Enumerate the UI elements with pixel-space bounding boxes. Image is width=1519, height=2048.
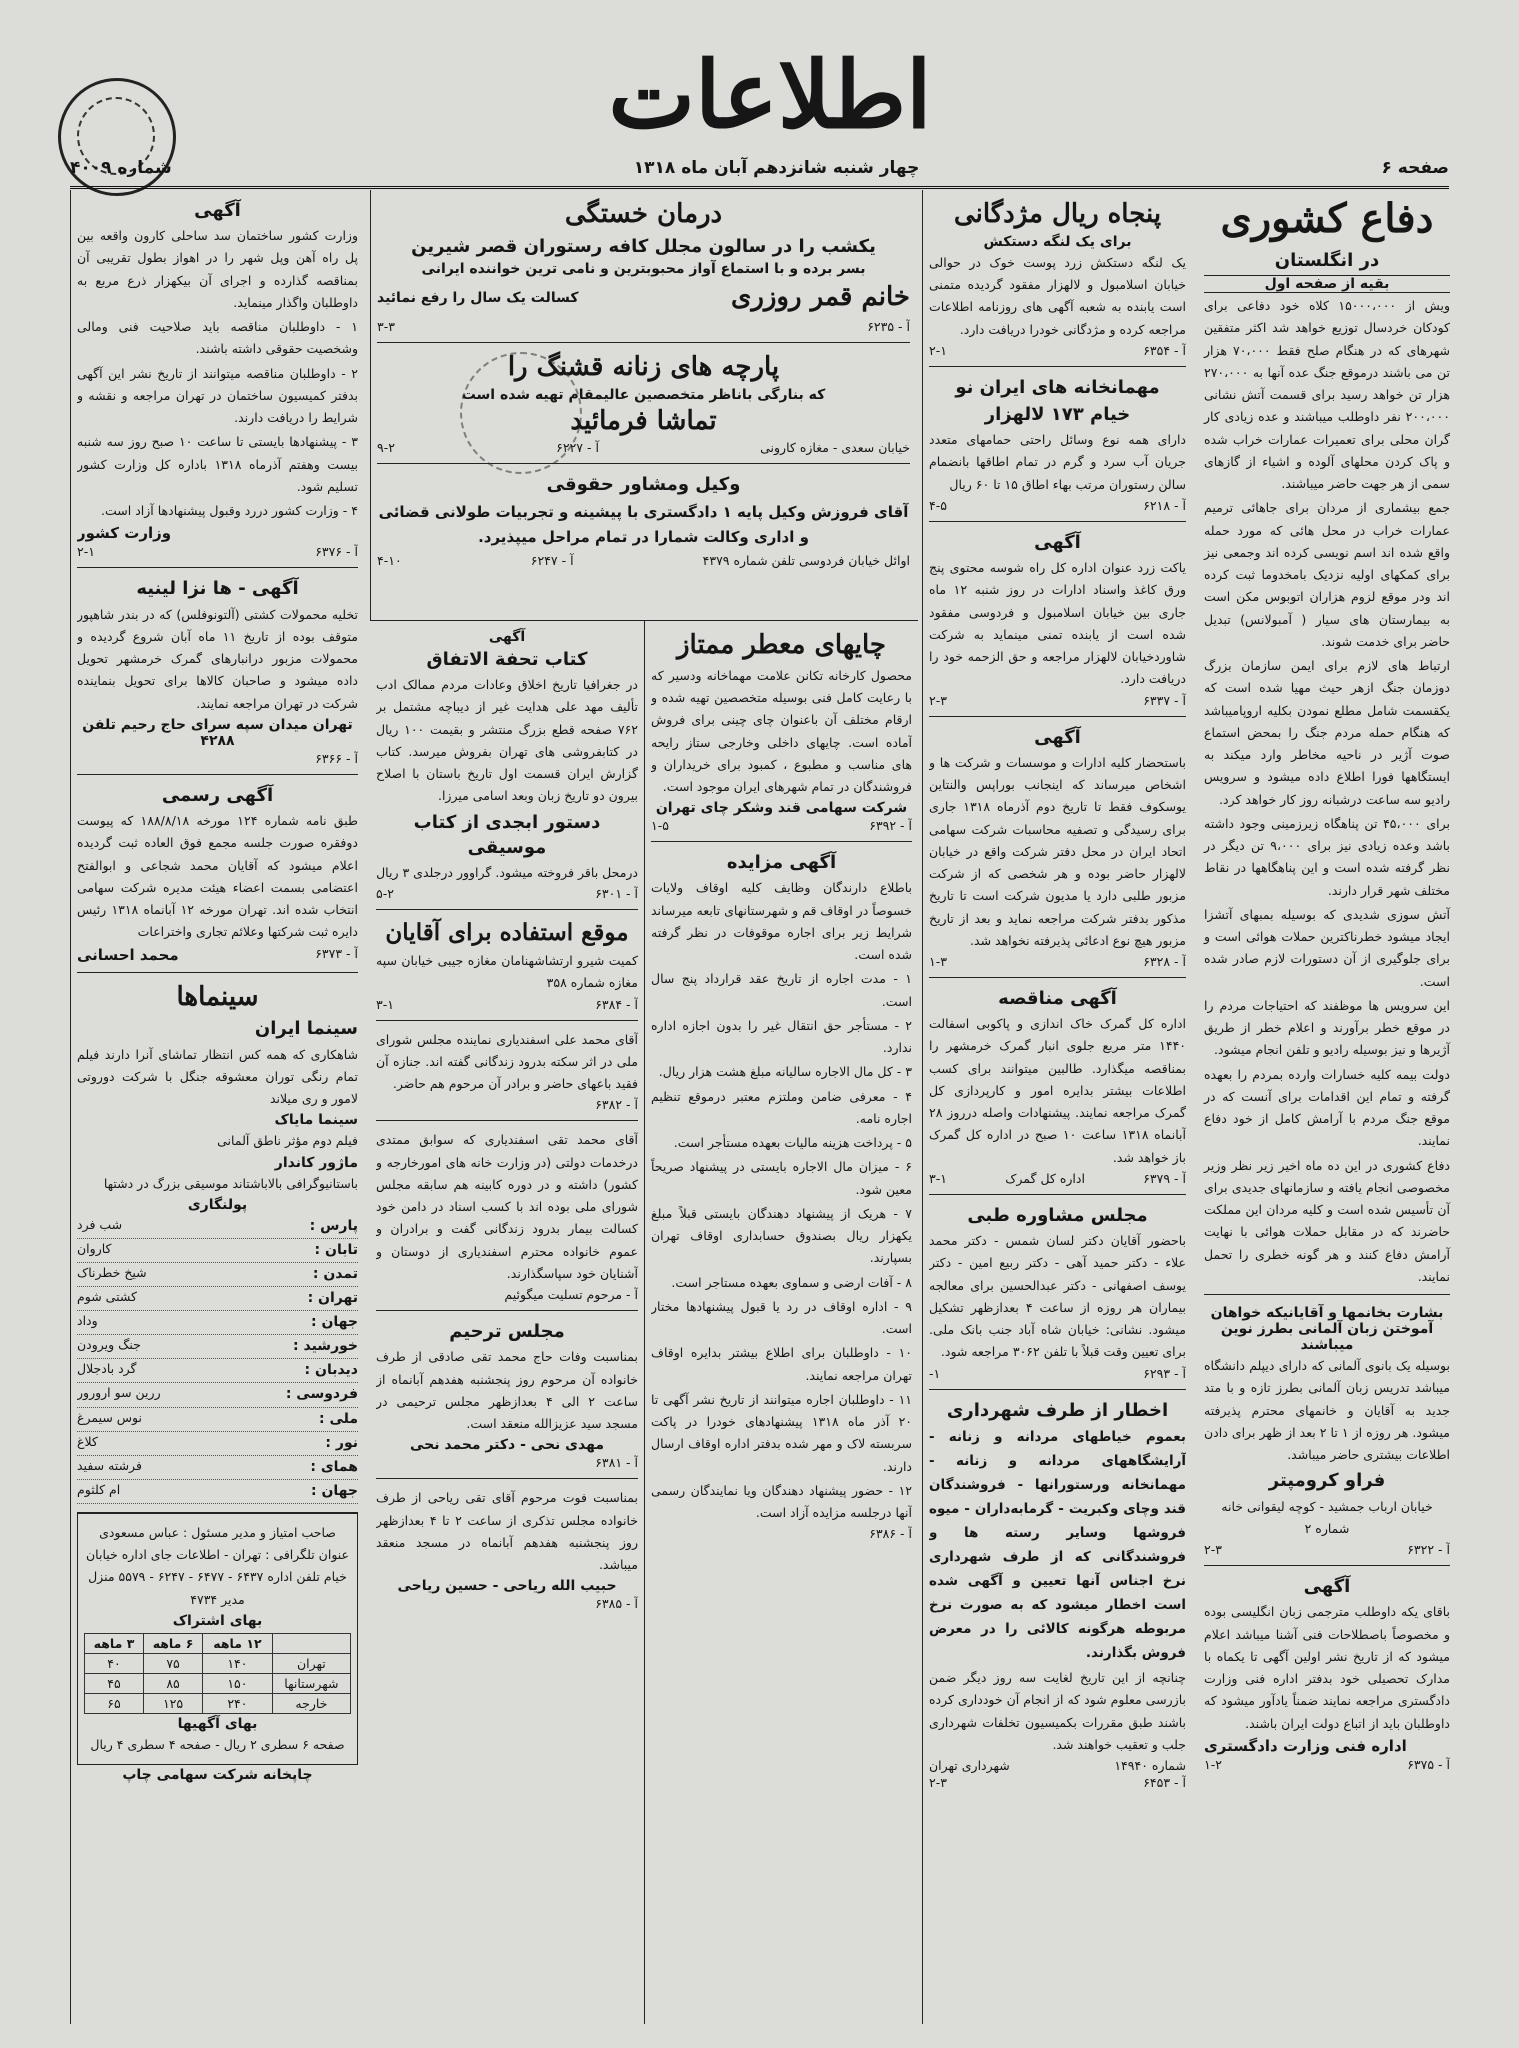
cinema-highlight: ماژور کاندار	[274, 1154, 358, 1171]
condolence-notice	[376, 1021, 638, 1122]
cinema-film: ررین سو ارورور	[77, 1385, 161, 1401]
ad-sign: وزارت کشور	[77, 524, 172, 543]
ad-code: آ - ۶۳۷۳ محمد احسانی	[77, 945, 358, 964]
ad-gentlemen	[376, 910, 638, 1020]
column-wide-ads	[370, 190, 916, 620]
cinema-row	[77, 1408, 358, 1432]
column-defense	[1198, 190, 1456, 2024]
ad-address: خیابان ارباب جمشید - کوچه لیقوانی خانه شماره ۲	[1221, 1498, 1433, 1536]
auction-item: ۴ - معرفی ضامن وملتزم معتبر درموقع تنظیم اجاره نامه.	[651, 1088, 912, 1126]
subscription-cell: شهرستانها	[272, 1673, 350, 1693]
ad-translator	[1204, 1566, 1450, 1780]
ad-code: اوائل خیابان فردوسی تلفن شماره ۴۳۷۹ آ - ۶۲۴۷ ۴-۱۰	[377, 552, 910, 568]
ad-tail: درمحل باقر فروخته میشود. گراوور درجلدی ۳ ریال	[376, 865, 638, 881]
cinema-row	[77, 1287, 358, 1311]
cinema-film: کشتی شوم	[77, 1289, 137, 1305]
auction-item: ۹ - اداره اوقاف در رد یا قبول پیشنهادها مختار است.	[651, 1298, 912, 1337]
cinemas-section	[77, 973, 358, 1513]
ad-code: آ - ۶۳۶۶	[315, 750, 358, 766]
ad-sign: تهران میدان سپه سرای حاج رحیم تلفن ۴۲۸۸	[82, 716, 353, 749]
cinema-row	[77, 1239, 358, 1263]
subscription-cell: ۸۵	[144, 1673, 203, 1693]
article-paragraph: این سرویس ها موظفند که احتیاجات مردم را در موقع خطر برآورند و اعلام خطر از طریق آژیرها و نیز بوسیله رادیو و تلفن انجام میشود.	[1204, 997, 1450, 1058]
ad-heading: آگهی	[1303, 1576, 1351, 1598]
ad-code: آ - ۶۲۳۵ ۳-۳	[377, 318, 910, 334]
ad-subheading: خیام ۱۷۳ لالهزار	[984, 403, 1131, 425]
ad-sign: مهدی نحی - دکتر محمد نحی	[409, 1437, 604, 1454]
subscription-cell: ۱۴۰	[203, 1653, 273, 1673]
ad-code: آ - ۶۳۲۸ ۱-۳	[929, 954, 1186, 970]
ad-body: یاکت زرد عنوان اداره کل راه شوسه محتوی پنج ورق کاغذ واسناد ادارات در روز شنبه ۱۲ ماه جاری بین خیابان اسلامبول و فردوسی مفقود شده است از یابنده تمنی مینماید به شرکت شاوردخیابان لالهزار مراجعه و حق الزحمه خود را دریافت دارد.	[929, 560, 1186, 687]
imprint-box	[77, 1513, 358, 1765]
ad-title: کتاب تحفة الاتفاق	[426, 649, 588, 670]
ad-body: آقای محمد علی اسفندیاری نماینده مجلس شورای ملی در اثر سکته بدرود زندگانی گفته اند. جنازه آن فقید باعهای حاضر و برادر آن مرحوم هم حاضر.	[376, 1031, 638, 1092]
ad-heading: وکیل ومشاور حقوقی	[546, 474, 741, 496]
ad-heading: پارچه های زنانه قشنگ را	[507, 351, 780, 382]
ad-code: خیابان سعدی - مغازه کارونی آ - ۶۲۲۷ ۹-۲	[377, 440, 910, 456]
ad-heading: آگهی رسمی	[161, 784, 274, 806]
ad-code: آ - ۶۳۵۴ ۲-۱	[929, 342, 1186, 358]
ad-subheading: بعموم خیاطهای مردانه و زنانه - آرایشگاههای مردانه و زنانه - مهمانخانه ورستورانها - فروشندگان قند وچای وکبریت - گرمابه‌داران - میوه فروشها وسایر رسته ها و فروشندگانی که از طرف شهرداری نرخ اجناس آنها تعیین و آگهی شده است اخطار میشود که به صورت نرخ مربوطه هرگونه کالائی را در معرض فروش بگذارند.	[929, 1428, 1186, 1661]
ad-body: کمیت شیرو ارتشاشهنامان مغازه جیبی خیابان سپه مغازه شماره ۳۵۸	[376, 953, 638, 991]
ad-heading: آگهی	[1034, 531, 1081, 553]
column-split-right	[644, 621, 918, 2024]
ad-hotel	[929, 367, 1186, 522]
ad-rates-heading: بهای آگهیها	[177, 1715, 258, 1732]
subscription-heading: بهای اشتراک	[172, 1612, 263, 1629]
ad-tail: تماشا فرمائید	[570, 405, 717, 436]
subscription-cell: ۴۵	[85, 1673, 144, 1693]
subscription-cell: خارجه	[272, 1693, 350, 1713]
subscription-cell: تهران	[272, 1653, 350, 1673]
cinema-list	[77, 1215, 358, 1504]
imprint-body: صاحب امتیاز و مدیر مسئول : عباس مسعودی عنوان تلگرافی : تهران - اطلاعات جای اداره خیابان خیام تلفن اداره ۶۴۳۷ - ۶۴۷۷ - ۶۲۴۷ - ۵۵۷۹ منزل مدیر ۴۷۳۴	[85, 1524, 350, 1607]
ad-books	[376, 621, 638, 910]
cinema-name: همای :	[310, 1458, 358, 1475]
auction-item: ۵ - پرداخت هزینه مالیات بعهده مستأجر است.	[673, 1135, 912, 1151]
subscription-cell: ۶۵	[85, 1693, 144, 1713]
ad-heading: بشارت بخانمها و آقایانیکه خواهان آموختن زبان آلمانی بطرز نوین میباشند	[1210, 1305, 1444, 1354]
cinema-name: پارس :	[309, 1217, 358, 1234]
memorial-notice	[376, 1479, 638, 1619]
ad-tail: کسالت یک سال را رفع نمائید	[377, 289, 579, 306]
masthead-title: اطلاعات	[608, 41, 932, 149]
ad-body: باطلاع دارندگان وظایف کلیه اوقاف ولایات خسوصاً در اوقاف قم و شهرستانهای تابعه میرساند شرایط زیر برای اجاره موقوفات در نظر گرفته شده است.	[651, 880, 912, 963]
ad-medical	[929, 1195, 1186, 1390]
cinema-row	[77, 1335, 358, 1359]
ad-heading: مجلس ترحیم	[449, 1321, 565, 1343]
auction-item: ۸ - آفات ارضی و سماوی بعهده مستاجر است.	[671, 1274, 912, 1290]
ministry-item: ۳ - پیشنهادها بایستی تا ساعت ۱۰ صبح روز سه شنبه بیست وهفتم آذرماه ۱۳۱۸ باداره کل وزارت کشور تسلیم شود.	[77, 434, 358, 494]
ad-body: دارای همه نوع وسائل راحتی حمامهای متعدد جریان آب سرد و گرم در تمام اطاقها بانضمام سالن رستوران مرتب بهاء اطاق ۱۵ تا ۶۰ ریال	[929, 432, 1186, 492]
ad-body: آقای فروزش وکیل پایه ۱ دادگستری با پیشینه و تجربیات طولانی قضائی و اداری وکالت شمارا در تمام مراحل میپذیرد.	[378, 502, 909, 547]
article-paragraph: جمع بیشماری از مردان برای جاهائی ترمیم عمارات خراب در محل هائی که مورد حمله واقع شده اند اسم نویسی کرده اند وجمعی نیز برای کمکهای اولیه نزدیک بامخدوما ثبت کرده اند ودر موقع لزوم هزاران اتوبوس مکن است به بیمارستان های سیار ( آمبولانس) تبدیل حاضر برای خدمت شوند.	[1204, 500, 1450, 649]
cinema-name: ملی :	[318, 1410, 358, 1427]
ad-code: شماره ۱۴۹۴۰ شهرداری تهران	[929, 1758, 1186, 1774]
ministry-item: ۲ - داوطلبان مناقصه میتوانند از تاریخ نشر این آگهی بدفتر کمیسیون ساختمان در تهران مراجعه و نقشه و شرایط را دریافت دارند.	[77, 365, 358, 426]
cinema-name: فردوسی :	[285, 1386, 358, 1403]
ad-code: آ - ۶۳۸۱	[595, 1455, 638, 1471]
subscription-cell: ۷۵	[144, 1653, 203, 1673]
ad-heading: موقع استفاده برای آقایان	[385, 919, 629, 947]
cinema-film: وداد	[77, 1313, 98, 1329]
ad-heading: درمان خستگی	[564, 199, 723, 229]
issue-date: چهار شنبه شانزدهم آبان ماه ۱۳۱۸	[633, 158, 920, 178]
ad-sign: شرکت سهامی قند وشکر چای تهران	[655, 800, 908, 817]
ad-subheading: دستور ابجدی از کتاب موسیقی	[413, 811, 601, 858]
ad-subheading: که بنارگی باناظر متخصصین عالیمقام تهیه شده است	[461, 386, 826, 403]
auction-item: ۱۰ - داوطلبان برای اطلاع بیشتر بدایره اوقاف تهران مراجعه نمایند.	[651, 1345, 912, 1383]
auction-item: ۲ - مستأجر حق انتقال غیر را بدون اجازه اداره ندارد.	[651, 1017, 912, 1056]
subscription-table	[84, 1633, 351, 1714]
article-paragraph: برای ۴۵،۰۰۰ تن پناهگاه زیرزمینی وجود داشته باشد وعده زیادی نیز برای ۹،۰۰۰ تن دیگر در نظر گرفته شده است و این پناهگاهها در نقاط مختلف شهر قرار دارند.	[1204, 815, 1450, 898]
ad-body: اداره کل گمرک خاک اندازی و پاکوبی اسفالت ۱۴۴۰ متر مربع جلوی انبار گمرک خرمشهر را بمناقصه میگذارد. طالبین میتوانند برای کسب اطلاعات بیشتر بدایره امور و کارپردازی کل گمرک مراجعه نمایند. پیشنهادات واصله درروز ۲۸ آبانماه ۱۳۱۸ ساعت ۱۰ صبح در اداره کل گمرک باز خواهد شد.	[929, 1016, 1186, 1165]
subscription-row	[85, 1693, 351, 1713]
ad-code: آ - مرحوم تسلیت میگوئیم	[504, 1287, 638, 1303]
ad-heading: مهمانخانه های ایران نو	[955, 376, 1160, 398]
ad-code: آ - ۶۳۸۵	[595, 1596, 638, 1612]
ad-body: یک لنگه دستکش زرد پوست خوک در حوالی خیابان اسلامبول و لالهزار مفقود گردیده متمنی است یابنده به شعبه آگهی های روزنامه اطلاعات مراجعه کرده و مژدگانی خودرا دریافت دارد.	[929, 254, 1186, 337]
ad-heading: آگهی	[488, 629, 526, 645]
cinema-name: دیدبان :	[304, 1362, 358, 1379]
ad-lawyer	[377, 464, 910, 575]
auction-item: ۶ - میزان مال الاجاره بایستی در پیشنهاد صریحاً معین شود.	[651, 1159, 912, 1197]
subscription-cell: ۲۴۰	[203, 1693, 273, 1713]
auction-item: ۱ - مدت اجاره از تاریخ عقد قرارداد پنج سال است.	[651, 971, 912, 1009]
cinema-name: تابان :	[314, 1241, 358, 1258]
ad-heading: مجلس مشاوره طبی	[967, 1204, 1148, 1226]
article-paragraph: ویش از ۱۵۰۰۰،۰۰۰ کلاه خود دفاعی برای کودکان خردسال توزیع خواهد شد اکثر متفقین شهرهای که در هنگام صلح فقط ۷۰،۰۰۰ هزار تن می باشند درموقع جنگ عده آنها به ۲۷۰،۰۰۰ هزار تن خواهد رسید برای قسمت آتش نشانی ۲۰۰،۰۰۰ نفر داوطلب میباشند و عده زیادی کار گران محلی برای تعمیرات عمارات خراب شده و پاک کردن محلهای آلوده و اشیاء از گازهای سمی از هر جهت حاضر میباشند.	[1204, 298, 1450, 492]
cinema-list-heading: پولنگاری	[187, 1196, 248, 1213]
cinema-film: جنگ ویرودن	[77, 1337, 141, 1353]
ad-code: آ - ۶۳۷۶ ۲-۱	[77, 544, 358, 560]
cinema-row	[77, 1311, 358, 1335]
ad-body: در جغرافیا تاریخ اخلاق وعادات مردم ممالک ادب تألیف مهد علی هدایت غیر از دیباچه مشتمل بر ۷۶۲ صفحه قطع بزرگ منتشر و بقیمت ۱۰۰ ریال در کتابفروشی های تهران بفروش میرسد. کتاب گزارش ایران قسمت اول تاریخ باستان با اصلاح بیرون دو تاریخ زبان وبعد اسامی میرزا.	[376, 677, 638, 804]
printer-credit: چاپخانه شرکت سهامی چاپ	[122, 1767, 313, 1784]
ad-heading: چایهای معطر ممتاز	[676, 630, 886, 660]
ad-body: باستحضار کلیه ادارات و موسسات و شرکت ها و اشخاص میرساند که اینجانب بوراپس والنتاین یوسکوف فقط تا تاریخ دوم آذرماه ۱۳۱۸ جاری برای رسیدگی و تصفیه محاسبات شرکت سهامی اتحاد ایران در محل دفتر شرکت واقع در خیابان لالهزار حاضر بوده و هر شخصی که از شرکت مزبور طلبی دارد یا مدیون شرکت است تا تاریخ مذکور بدفتر شرکت مراجعه نماید و بعد از تاریخ مزبور هیچ نوع ادعائی پذیرفته نخواهد شد.	[929, 754, 1186, 948]
memorial-notice	[376, 1311, 638, 1479]
ad-code: آ - ۶۳۹۲ ۱-۵	[651, 818, 912, 834]
ad-code: آ - ۶۴۵۳ ۲-۳	[929, 1775, 1186, 1791]
subscription-header-cell	[272, 1633, 350, 1653]
auction-item: ۷ - هریک از پیشنهاد دهندگان بایستی قبلاً مبلغ یکهزار ریال بصندوق حسابداری اوقاف تهران بسپارند.	[651, 1205, 912, 1266]
cinemas-heading: سینماها	[176, 981, 259, 1012]
cinema-film: کلاغ	[77, 1433, 98, 1449]
issue-number: شماره ۴۰۰۹	[70, 158, 172, 178]
ad-body: باقای یکه داوطلب مترجمی زبان انگلیسی بوده و مخصوصاً باصطلاحات فنی آشنا میباشد اعلام میشود که از تاریخ نشر اولین آگهی تا یکماه با مدارک تحصیلی خود بدفتر اداره فنی وزارت دادگستری مراجعه نمایند ضمناً یادآور میشود که داوطلبان باید از اتباع دولت ایران باشند.	[1204, 1604, 1450, 1731]
condolence-notice	[376, 1121, 638, 1311]
column-split-left	[370, 621, 644, 2024]
cinema-row	[77, 1456, 358, 1480]
ad-code: آ - ۶۳۲۲ ۲-۳	[1204, 1542, 1450, 1558]
subscription-header-cell: ۱۲ ماهه	[203, 1633, 273, 1653]
cinema-film: ام کلثوم	[77, 1481, 121, 1497]
subscription-header-cell: ۶ ماهه	[144, 1633, 203, 1653]
ad-cafe	[377, 190, 910, 343]
article-paragraph: آتش سوزی شدیدی که بوسیله بمبهای آتشزا ایجاد میشود خطرناکترین حملات هوائی است و برای جلوگیری از آن دستورات لازم صادر شده است.	[1204, 906, 1450, 989]
cinema-row	[77, 1432, 358, 1456]
ad-code: آ - ۶۲۹۳ ۱-	[929, 1365, 1186, 1381]
subscription-cell: ۱۵۰	[203, 1673, 273, 1693]
subscription-cell: ۴۰	[85, 1653, 144, 1673]
cinema-lead-desc: شاهکاری که همه کس انتظار تماشای آنرا دارند فیلم تمام رنگی توران معشوقه جنگل با شرکت دوروتی لامور و ری میلاند	[77, 1046, 358, 1107]
ad-heading: اخطار از طرف شهرداری	[946, 1399, 1169, 1421]
auction-item: ۱۲ - حضور پیشنهاد دهندگان ویا نمایندگان رسمی آنها درجلسه مزایده آزاد است.	[651, 1482, 912, 1521]
cinema-row	[77, 1383, 358, 1407]
article-heading: دفاع کشوری	[1220, 195, 1434, 242]
ad-body: بمناسبت فوت مرحوم آقای تقی ریاحی از طرف خانواده مجلس تذکری از ساعت ۲ تا ۴ بعدازظهر روز پنجشنبه هفدهم آبانماه در مسجد منعقد میباشد.	[376, 1490, 638, 1573]
cinema-name: خورشید :	[293, 1338, 358, 1355]
ad-official	[77, 775, 358, 973]
cinema-name: جهان :	[310, 1314, 358, 1331]
column-ads-4	[70, 190, 364, 2024]
article-paragraph: دفاع کشوری در این ده ماه اخیر زیر نظر وزیر مخصوصی انجام یافته و سازمانهای جدیدی برای آن تأسیس شده است و کلیه مردان این مملکت حاضرند که در مقابل حملات هوائی با نهایت آرامش دفاع کنند و هر گونه خطری را تحمل نمایند.	[1204, 1155, 1450, 1296]
ad-code: آ - ۶۳۸۲	[595, 1097, 638, 1113]
auction-item: ۱۱ - داوطلبان اجاره میتوانند از تاریخ نشر آگهی تا ۲۰ آذر ماه ۱۳۱۸ پیشنهادهای خودرا در پاکت سربسته لاک و مهر شده بدفتر اداره اوقاف ارسال دارند.	[651, 1391, 912, 1474]
cinema-row	[77, 1480, 358, 1504]
ad-sign: حبیب الله ریاحی - حسین ریاحی	[397, 1578, 617, 1595]
ad-auction	[651, 842, 912, 1549]
ad-shipping	[77, 568, 358, 774]
ad-body: بمناسبت وفات حاج محمد تقی صادقی از طرف خانواده آن مرحوم روز پنجشنبه هفدهم آبانماه از ساعت ۲ الی ۴ بعدازظهر مجلس ترحیمی در مسجد سید عزیزالله منعقد است.	[376, 1349, 638, 1432]
continued-label: بقیه از صفحه اول	[1204, 275, 1450, 293]
ad-rates: صفحه ۶ سطری ۲ ریال - صفحه ۴ سطری ۴ ریال	[90, 1736, 345, 1752]
cinema-film: کاروان	[77, 1240, 112, 1256]
cinema-film: شب فرد	[77, 1216, 123, 1232]
ad-body: آقای محمد تقی اسفندیاری که سوابق ممتدی درخدمات دولتی (در وزارت خانه های امورخارجه و کشور) داشته و در دوره کابینه هم سابقه مجلس شورای ملی بوده اند با کسب اسناد در دامن خود کسالت بیمار بدرود زندگانی گفت و برادران و عموم خانواده محترم اسفندیاری از دوستان و آشنایان خود سپاسگذارند.	[376, 1132, 638, 1281]
cinema-name: جهان :	[310, 1482, 358, 1499]
cinema-row	[77, 1359, 358, 1383]
ad-code: آ - ۶۳۷۹ اداره کل گمرک ۳-۱	[929, 1170, 1186, 1186]
column-split	[370, 620, 918, 2024]
ad-singer: خانم قمر روزری	[730, 281, 910, 312]
ad-body: بسر برده و با استماع آواز محبوبترین و نامی ترین خواننده ایرانی	[421, 260, 866, 277]
cinema-film: فرشته سفید	[77, 1457, 142, 1473]
subscription-row	[85, 1653, 351, 1673]
cinema-lead2-desc: فیلم دوم مؤثر ناطق آلمانی	[217, 1133, 358, 1149]
ad-code: آ - ۶۳۸۴ ۳-۱	[376, 996, 638, 1012]
ad-reward	[929, 190, 1186, 367]
subscription-cell: ۱۲۵	[144, 1693, 203, 1713]
cinema-row	[77, 1215, 358, 1239]
ad-company-settlement	[929, 717, 1186, 978]
article-paragraph: دولت بیمه کلیه خسارات وارده بمردم را بعهده گرفته و تمام این اقدامات برای آنست که در موقع جنگ مردم با آرامش کامل از خود دفاع نمایند.	[1204, 1066, 1450, 1149]
article-paragraph: ارتباط های لازم برای ایمن سازمان بزرگ دوزمان جنگ ازهر حیث مهیا شده است که یکقسمت شامل مطلع نمودن بکلیه اروپامیباشد که هنگام حمله مردم جنگ را بمحض استماع صوت آژیر در ناحیه مخاطر وارد میکند به ایستگاهها فورا اطلاع داده میشود و سرویس رادیو سه ساعت درشبانه روز کار خواهد کرد.	[1204, 658, 1450, 807]
page-label: صفحه ۶	[1381, 158, 1449, 178]
ad-code: آ - ۶۳۸۶	[869, 1526, 912, 1542]
cinema-lead2-name: سینما مایاک	[274, 1112, 358, 1129]
ad-code: آ - ۶۳۰۱ ۵-۲	[376, 886, 638, 902]
ad-subheading: یکشب را در سالون مجلل کافه رستوران قصر شیرین	[411, 235, 876, 257]
ad-subheading: برای یک لنگه دستکش	[983, 233, 1132, 250]
ad-german-lessons	[1204, 1297, 1450, 1566]
ad-body: چنانچه از این تاریخ لغایت سه روز دیگر ضمن بازرسی معلوم شود که از انجام آن خودداری کرده باشند طبق مقررات بکمیسیون تخلفات شهرداری جلب و تعقیب خواهند شد.	[929, 1670, 1186, 1752]
ad-heading: آگهی مناقصه	[998, 988, 1117, 1010]
ad-municipality-warning	[929, 1390, 1186, 1798]
auction-item: ۳ - کل مال الاجاره سالیانه مبلغ هشت هزار ریال.	[658, 1064, 912, 1080]
cinema-lead-name: سینما ایران	[254, 1018, 358, 1040]
ad-body: تخلیه محمولات کشتی (آلتونوفلس) که در بندر شاهپور متوقف بوده از تاریخ ۱۱ ماه آبان شروع گردیده و محمولات مزبور درانبارهای گمرک خرمشهر تحویل داده میشود و صاحبان کالاها برای تحویل بنماینده شرکت در تهران مراجعه نمایند.	[77, 606, 358, 711]
ad-fabric	[377, 343, 910, 465]
ad-heading: آگهی	[1034, 726, 1081, 748]
cinema-highlight-desc: باستانیوگرافی بالاباشتاند موسیقی بزرگ در دشتها	[103, 1175, 358, 1191]
cinema-name: نور :	[325, 1434, 358, 1451]
column-ads-2	[922, 190, 1192, 2024]
ad-body: باحضور آقایان دکتر لسان شمس - دکتر محمد علاء - دکتر حمید آهی - دکتر ربیع امین - دکتر یوسف اصفهانی - دکتر عبدالحسین برای معالجه بیماران هر روزه از ساعت ۴ بعدازظهر تشکیل میشود. نشانی: خیابان شاه آباد جنب بانک ملی. برای تعیین وقت قبلاً با تلفن ۳۰۶۲ مراجعه شود.	[929, 1233, 1186, 1360]
ad-body: طبق نامه شماره ۱۲۴ مورخه ۱۸۸/۸/۱۸ که پیوست دوفقره صورت جلسه مجمع فوق العاده ثبت گردیده اعلام میشود که آقایان محمد شجاعی و ابوالفتح اعتضامی بسمت اعضاء هیئت مدیره شرکت سهامی انتخاب شده اند. تهران مورخه ۱۲ آبانماه ۱۳۱۸ رئیس دایره ثبت شرکتها وعلائم تجاری واختراعات	[77, 813, 358, 940]
ad-sign: اداره فنی وزارت دادگستری	[1204, 1736, 1407, 1755]
ad-body: وزارت کشور ساختمان سد ساحلی کارون واقعه بین پل راه آهن وپل شهر را در اهواز بطول تقریبی آن بمناقصه گذارده و اجرای آن بیکهزار ذرع مربع به داوطلبان واگذار مینماید.	[77, 228, 358, 310]
cinema-row	[77, 1263, 358, 1287]
cinema-name: تمدن :	[312, 1265, 358, 1282]
ministry-item: ۴ - وزارت کشور دررد وقبول پیشنهادها آزاد است.	[101, 503, 358, 519]
ad-name: فراو کرومپتر	[1268, 1470, 1386, 1492]
subscription-row	[85, 1673, 351, 1693]
cinema-film: گرد بادجلال	[77, 1361, 137, 1377]
cinema-film: نوس سیمرغ	[77, 1409, 142, 1425]
ad-body: محصول کارخانه تکانن علامت مهماخانه ودسیر که با رعایت کامل فنی بوسیله متخصصین تهیه شده و ارقام مختلف آن باعنوان چای چینی برای فروش آماده است. چایهای داخلی وخارجی ستاز رایحه های مناسب و مطبوع ، کمبود برای خریداران و فروشندگان در تمام شهرهای ایران موجود است.	[651, 667, 912, 795]
ad-interior-ministry	[77, 190, 358, 568]
subscription-header-cell: ۳ ماهه	[85, 1633, 144, 1653]
ad-tea	[651, 621, 912, 842]
cinema-name: تهران :	[307, 1290, 358, 1307]
ad-heading: آگهی - ها نزا لینیه	[136, 578, 299, 600]
ministry-item: ۱ - داوطلبان مناقصه باید صلاحیت فنی ومالی وشخصیت حقوقی داشته باشند.	[77, 319, 358, 357]
ad-heading: آگهی	[194, 200, 241, 221]
ad-code: آ - ۶۳۷۵ ۱-۲	[1204, 1756, 1450, 1772]
article-subheading: در انگلستان	[1274, 250, 1380, 271]
masthead-bar	[70, 150, 1449, 189]
ad-heading: پنجاه ریال مژدگانی	[953, 199, 1162, 229]
cinema-film: شیخ خطرناک	[77, 1264, 147, 1280]
ink-stamp-icon	[460, 352, 582, 474]
ad-body: بوسیله یک بانوی آلمانی که دارای دیپلم دانشگاه میباشد تدریس زبان آلمانی بطرز تازه و با متد جدید به آقایان و خانمهای محترم پذیرفته میشود. هر روزه از ۱ تا ۲ بعد از ظهر برای دادن اطلاعات بیشتری حاضر میباشد.	[1204, 1358, 1450, 1463]
ad-lost-envelope	[929, 522, 1186, 717]
ad-code: آ - ۶۳۳۷ ۲-۳	[929, 692, 1186, 708]
ad-code: آ - ۶۲۱۸ ۴-۵	[929, 497, 1186, 513]
ad-tender	[929, 978, 1186, 1195]
ad-heading: آگهی مزایده	[726, 852, 837, 874]
